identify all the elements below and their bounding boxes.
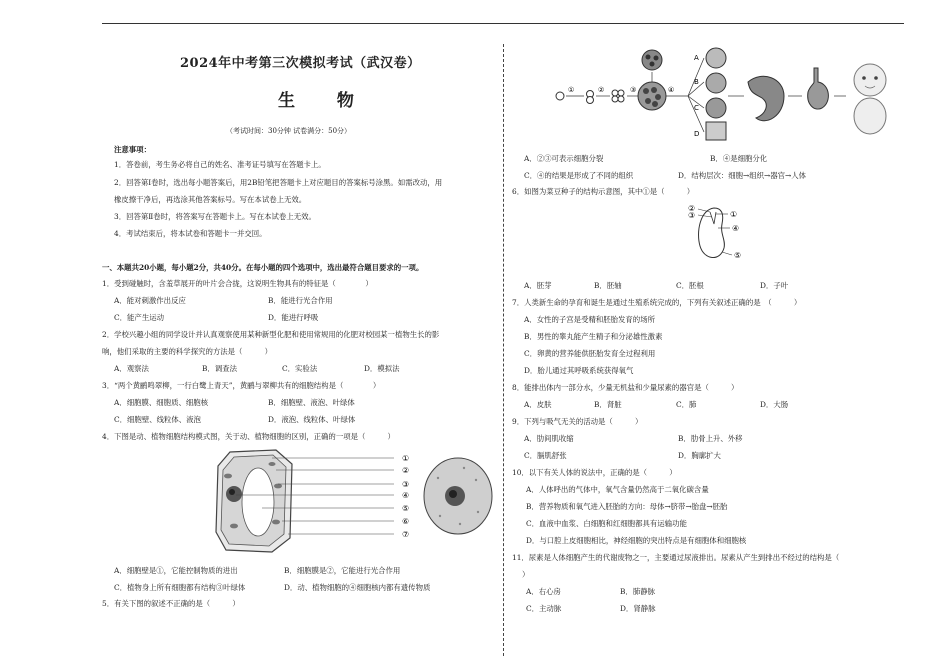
q5-option-b: B．④是细胞分化 <box>710 154 768 163</box>
tissue-label: C <box>694 104 699 112</box>
q2-option-a: A．观察法 <box>114 364 149 373</box>
cell-label: ⑥ <box>402 517 410 526</box>
chloroplast <box>230 524 238 529</box>
q7-stem: 7．人类新生命的孕育和诞生是通过生殖系统完成的，下列有关叙述正确的是 （ ） <box>512 298 802 307</box>
note-item: 1．答卷前，考生务必将自己的姓名、准考证号填写在答题卡上。 <box>114 160 326 169</box>
q6-option-c: C．胚根 <box>676 281 704 290</box>
q9-option-c: C．膈肌舒张 <box>524 451 567 460</box>
q6-option-b: B．胚轴 <box>594 281 622 290</box>
q3-option-b: B．细胞壁、液泡、叶绿体 <box>268 398 355 407</box>
animal-nucleolus <box>449 490 457 498</box>
q1-option-b: B．能进行光合作用 <box>268 296 333 305</box>
chloroplast <box>224 474 232 479</box>
q9-option-a: A．肋间肌收缩 <box>524 434 574 443</box>
tissue-b-icon <box>706 73 726 93</box>
q2-stem-cont: 响，他们采取的主要的科学探究的方法是（ ） <box>102 347 272 356</box>
q1-option-c: C．能产生运动 <box>114 313 164 322</box>
seed-label: ④ <box>732 224 740 233</box>
section-heading: 一、本题共20小题，每小题2分，共40分。在每小题的四个选项中，选出最符合题目要求的一项。 <box>102 263 424 272</box>
q11-option-c: C．主动脉 <box>526 604 562 613</box>
q11-stem-cont: ） <box>522 570 530 579</box>
tissue-label: B <box>694 78 699 86</box>
cell-label: ⑤ <box>402 504 410 513</box>
q2-stem: 2．学校兴趣小组的同学设计并认真观察使用某种新型化肥和使用常规用的化肥对校园某一植物生长的影 <box>102 330 440 339</box>
q11-option-a: A．右心房 <box>526 587 561 596</box>
q3-option-a: A．细胞膜、细胞质、细胞核 <box>114 398 209 407</box>
q6-option-a: A．胚芽 <box>524 281 552 290</box>
q3-option-c: C．细胞壁、线粒体、液泡 <box>114 415 201 424</box>
q6-option-d: D．子叶 <box>760 281 789 290</box>
q11-option-b: B．肺静脉 <box>620 587 655 596</box>
q10-option-d: D．与口腔上皮细胞相比，神经细胞的突出特点是有细胞体和细胞核 <box>526 536 747 545</box>
plant-vacuole <box>242 468 274 536</box>
q6-stem: 6．如图为菜豆种子的结构示意图，其中①是（ ） <box>512 187 695 196</box>
q8-option-c: C．肺 <box>676 400 697 409</box>
q4-option-c: C．植物身上所有细胞都有结构③叶绿体 <box>114 583 246 592</box>
tissue-label: D <box>694 130 700 138</box>
q10-option-b: B．营养物质和氧气进入胚胎的方向：母体→脐带→胎盘→胚胎 <box>526 502 728 511</box>
q2-option-b: B．调查法 <box>202 364 237 373</box>
cell-label: ③ <box>402 480 410 489</box>
q9-option-b: B．肋骨上升、外移 <box>678 434 743 443</box>
q5-option-a: A．②③可表示细胞分裂 <box>524 154 604 163</box>
seed-label: ⑤ <box>734 251 742 260</box>
digestive-system-icon <box>808 68 829 109</box>
column-divider <box>503 44 504 656</box>
q11-option-d: D．肾静脉 <box>620 604 656 613</box>
notes-heading: 注意事项： <box>114 145 151 154</box>
cell-label: ① <box>402 454 410 463</box>
seed-label: ③ <box>688 211 696 220</box>
tissue-a-icon <box>706 48 726 68</box>
tissue-label: A <box>694 54 699 62</box>
chloroplast <box>269 462 276 466</box>
baby-icon <box>854 64 886 96</box>
subject-title: 生 物 <box>278 91 372 111</box>
q7-option-b: B．男性的睾丸能产生精子和分泌雄性激素 <box>524 332 663 341</box>
q3-option-d: D．液泡、线粒体、叶绿体 <box>268 415 356 424</box>
q5-option-c: C．④的结果是形成了不同的组织 <box>524 171 634 180</box>
q7-option-a: A．女性的子宫是受精和胚胎发育的场所 <box>524 315 655 324</box>
q7-option-c: C．卵黄的营养能供胚胎发育全过程利用 <box>524 349 656 358</box>
q4-stem: 4．下图是动、植物细胞结构模式图，关于动、植物细胞的区别，正确的一项是（ ） <box>102 432 395 441</box>
q9-option-d: D．胸廓扩大 <box>678 451 721 460</box>
q9-stem: 9．下列与吸气无关的活动是（ ） <box>512 417 643 426</box>
q1-option-a: A．能对刺激作出反应 <box>114 296 186 305</box>
note-item: 2．回答第Ⅰ卷时，选出每小题答案后，用2B铅笔把答题卡上对应题目的答案标号涂黑。如需改动，用 <box>114 178 443 187</box>
tissue-c-icon <box>706 98 726 118</box>
q2-option-c: C．实验法 <box>282 364 318 373</box>
note-item: 3．回答第Ⅱ卷时，将答案写在答题卡上。写在本试卷上无效。 <box>114 212 316 221</box>
q10-stem: 10．以下有关人体的说法中，正确的是（ ） <box>512 468 677 477</box>
step-label: ② <box>598 86 605 94</box>
bean-seed-figure <box>678 202 758 264</box>
q8-option-b: B．肾脏 <box>594 400 622 409</box>
q10-option-a: A．人体呼出的气体中，氧气含量仍然高于二氧化碳含量 <box>526 485 709 494</box>
chloroplast <box>272 520 280 525</box>
chloroplast <box>274 484 282 489</box>
animal-cell-figure <box>420 454 500 540</box>
q7-option-d: D．胎儿通过其呼吸系统获得氧气 <box>524 366 634 375</box>
note-item: 橡皮擦干净后，再选涂其他答案标号。写在本试卷上无效。 <box>114 195 307 204</box>
seed-label: ① <box>730 210 738 219</box>
step-label: ① <box>568 86 575 94</box>
q8-stem: 8．能排出体内一部分水，少量无机盐和少量尿素的器官是（ ） <box>512 383 739 392</box>
development-figure <box>552 46 892 144</box>
cell-label: ② <box>402 466 410 475</box>
tissue-d-icon <box>706 122 726 140</box>
plant-nucleolus <box>229 489 235 495</box>
q11-stem: 11．尿素是人体细胞产生的代谢废物之一，主要通过尿液排出。尿素从产生到排出不经过的结构是（ <box>512 553 840 562</box>
q4-option-d: D．动、植物细胞的④细胞核内都有遗传物质 <box>284 583 431 592</box>
stomach-icon <box>748 76 784 120</box>
header-rule <box>102 23 904 24</box>
q5-option-d: D．结构层次：细胞→组织→器官→人体 <box>678 171 806 180</box>
q4-option-b: B．细胞膜是②，它能进行光合作用 <box>284 566 401 575</box>
note-item: 4．考试结束后，将本试卷和答题卡一并交回。 <box>114 229 267 238</box>
step-label: ③ <box>630 86 637 94</box>
q4-option-a: A．细胞壁是①，它能控制物质的进出 <box>114 566 238 575</box>
exam-title: 2024年中考第三次模拟考试（武汉卷） <box>180 56 421 71</box>
step-label: ④ <box>668 86 675 94</box>
q5-stem: 5．有关下图的叙述不正确的是（ ） <box>102 599 240 608</box>
q1-stem: 1．受到碰触时，含羞草展开的叶片会合拢，这说明生物具有的特征是（ ） <box>102 279 373 288</box>
q8-option-a: A．皮肤 <box>524 400 552 409</box>
q2-option-d: D．模拟法 <box>364 364 400 373</box>
q10-option-c: C．血液中血浆、白细胞和红细胞都具有运输功能 <box>526 519 687 528</box>
seed-label: ② <box>688 204 696 213</box>
cell-label: ⑦ <box>402 530 410 539</box>
cell-structure-figure <box>212 446 422 558</box>
q8-option-d: D．大肠 <box>760 400 789 409</box>
exam-meta: （考试时间：30分钟 试卷满分：50分） <box>226 127 352 135</box>
q3-stem: 3．“两个黄鹂鸣翠柳，一行白鹭上青天”，黄鹂与翠柳共有的细胞结构是（ ） <box>102 381 381 390</box>
cell-label: ④ <box>402 491 410 500</box>
q1-option-d: D．能进行呼吸 <box>268 313 319 322</box>
